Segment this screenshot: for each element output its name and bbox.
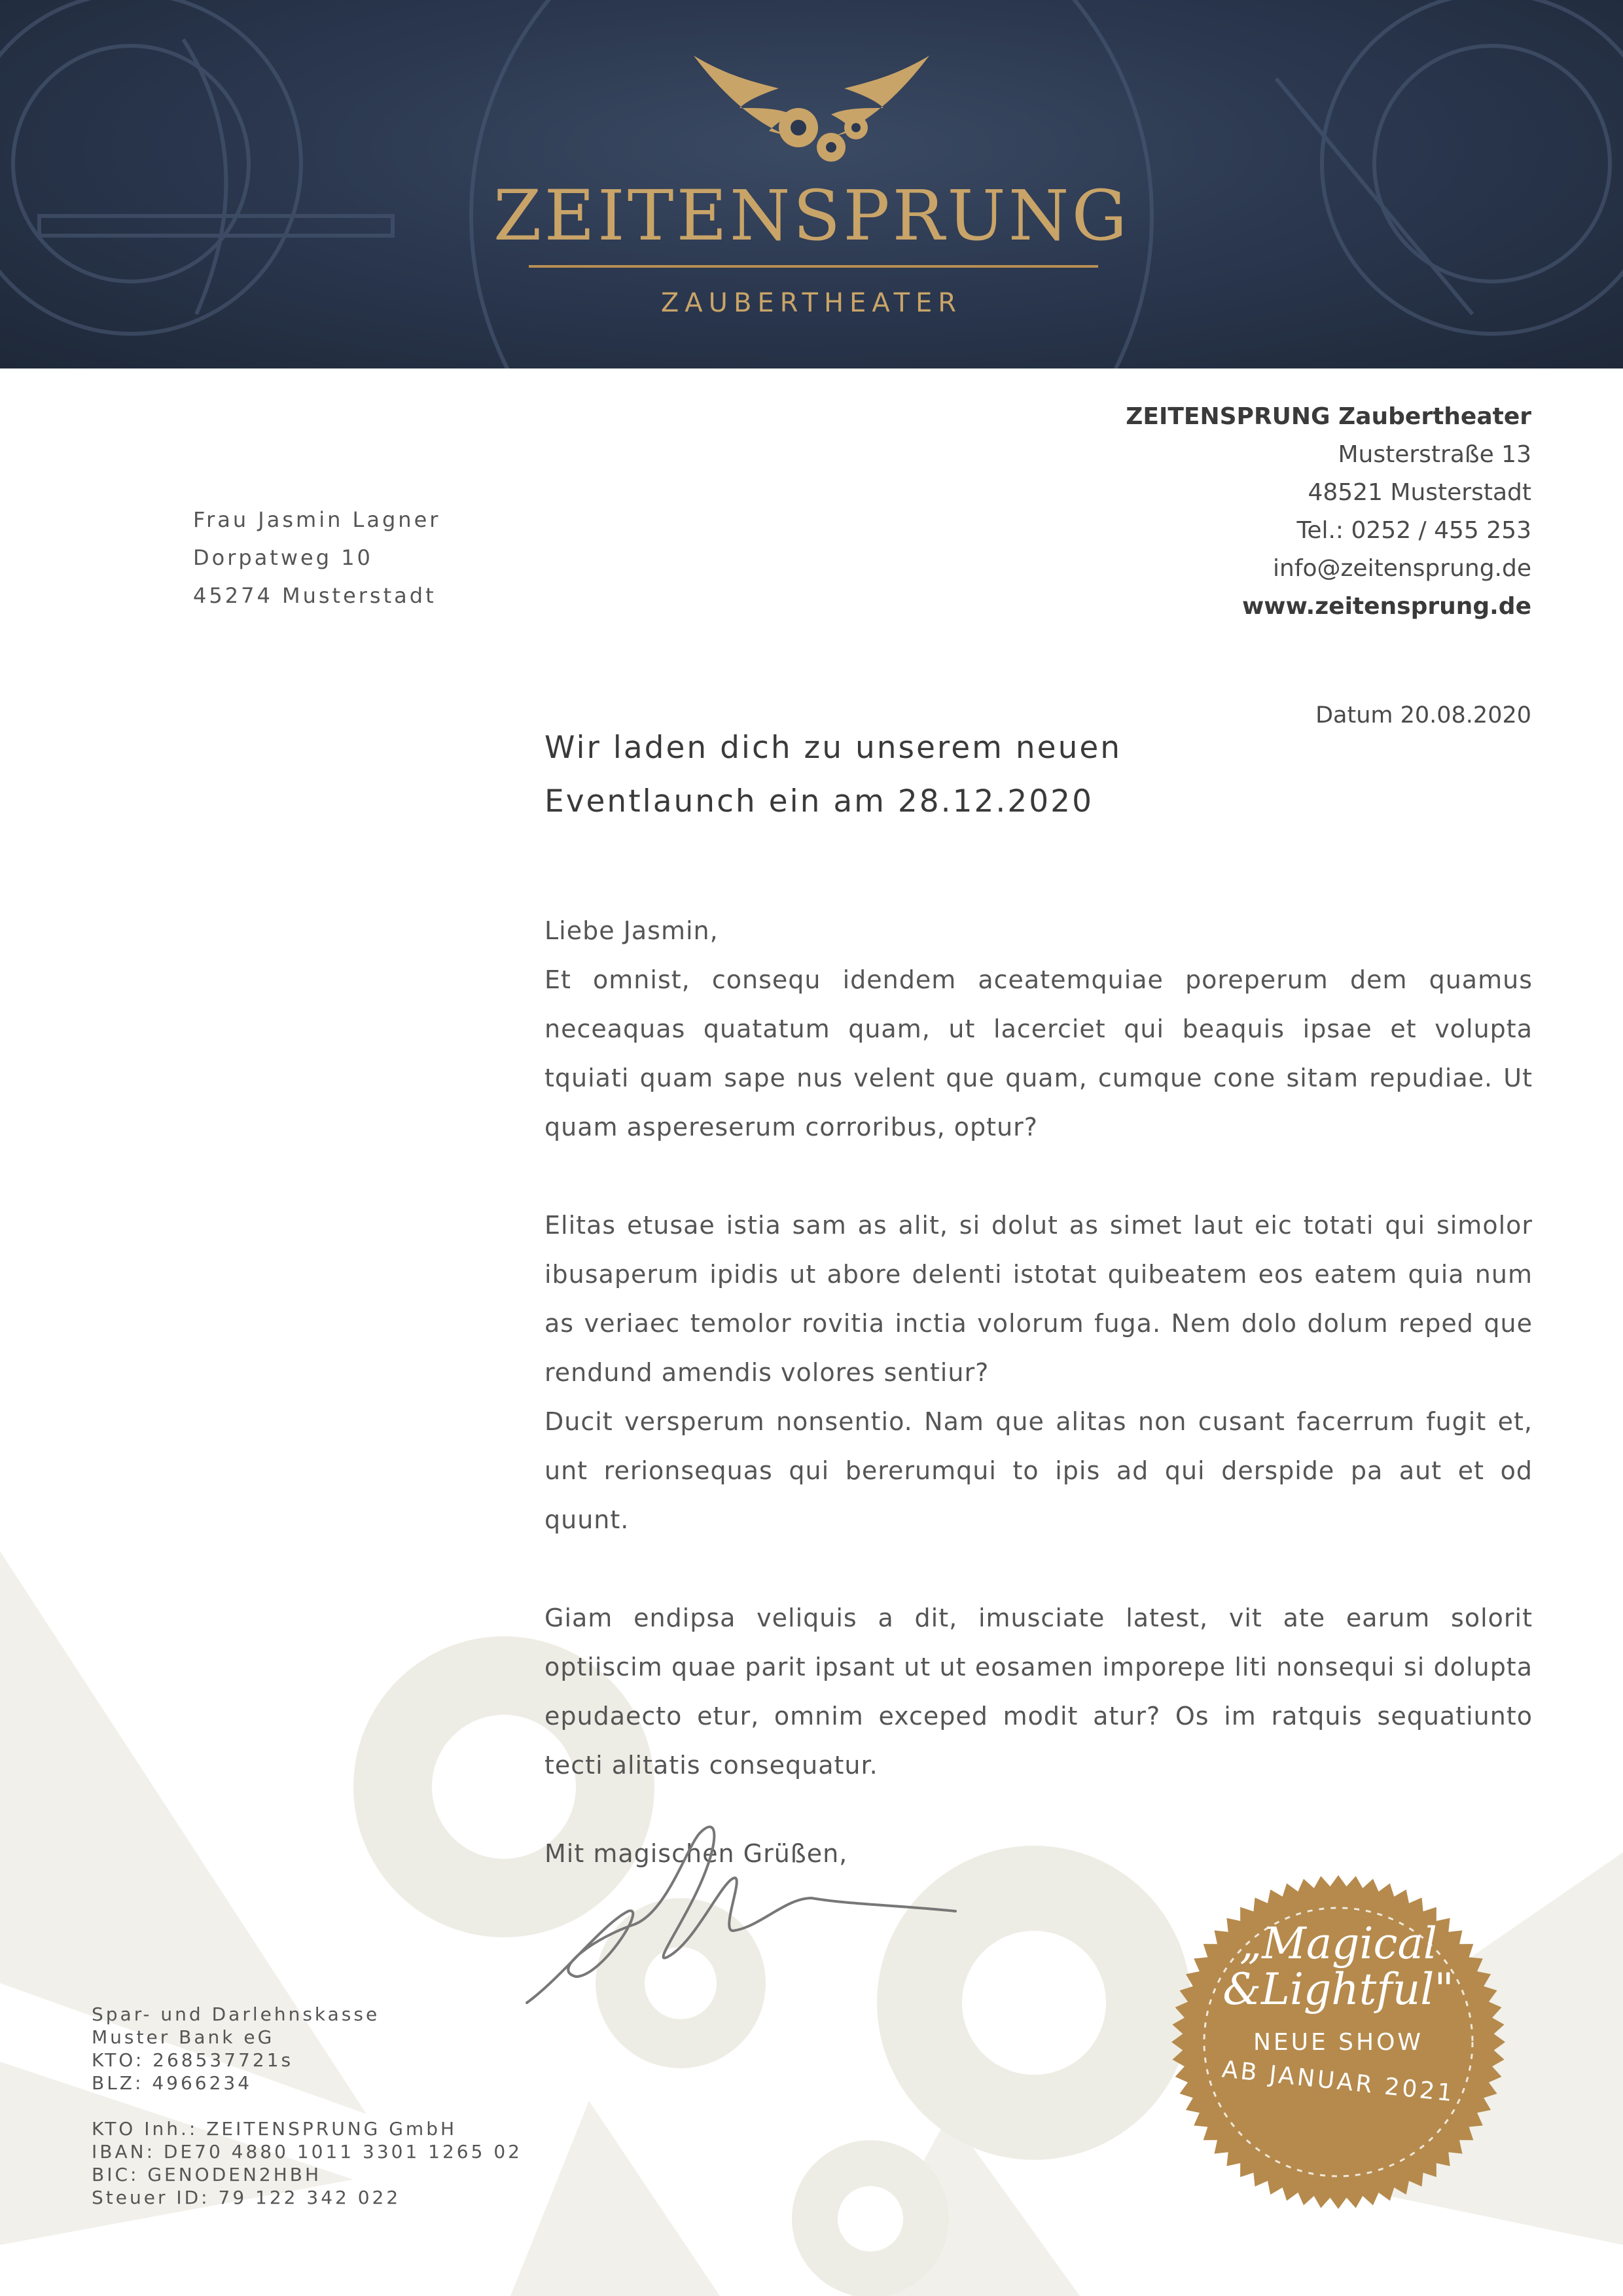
body-paragraph-1: Et omnist, consequ idendem aceatemquiae poreperum dem quamus neceaquas quatatum quam, ut lacerciet qui beaquis ipsae et volupta tquiati quam sape nus velent que quam, cumque cone sitam repudiae. Ut quam aspereserum corroribus, optur? <box>544 965 1533 1141</box>
letter-date: Datum 20.08.2020 <box>1315 702 1531 728</box>
subject-line-1: Wir laden dich zu unserem neuen <box>544 730 1122 766</box>
badge-script-line-1: „Magical <box>1240 1918 1437 1969</box>
badge-line-2: AB JANUAR 2021 <box>1221 2056 1456 2108</box>
body-paragraph-2: Elitas etusae istia sam as alit, si dolut as simet laut eic totati qui simolor ibusaperum ipidis ut abore delenti istotat quibeatem eos eatem quia num as veriaec temolor rovitia inctia volorum fuga. Nem dolo dolum reped que rendund amendis volores sentiur? <box>544 1211 1533 1387</box>
badge-script-text <box>1168 1918 1508 2015</box>
recipient-name: Frau Jasmin Lagner <box>193 507 441 532</box>
subject-line-2: Eventlaunch ein am 28.12.2020 <box>544 783 1094 819</box>
sender-address <box>1126 398 1531 626</box>
brand-divider <box>529 265 1098 268</box>
salutation: Liebe Jasmin, <box>544 916 719 945</box>
bank-line: Spar- und Darlehnskasse <box>92 2003 380 2025</box>
closing-greeting: Mit magischen Grüßen, <box>544 1839 848 1868</box>
bank-line: BIC: GENODEN2HBH <box>92 2164 322 2185</box>
sender-company: ZEITENSPRUNG Zaubertheater <box>1126 403 1531 430</box>
recipient-city: 45274 Musterstadt <box>193 583 437 608</box>
sender-street: Musterstraße 13 <box>1338 441 1531 468</box>
brand-subtitle: ZAUBERTHEATER <box>660 288 963 318</box>
recipient-street: Dorpatweg 10 <box>193 545 373 570</box>
body-paragraph-4: Giam endipsa veliquis a dit, imusciate latest, vit ate earum solorit optiiscim quae parit ipsant ut ut eosamen imporepe liti nonsequi si dolupta epudaecto etur, omnim exceped modit atur? Os im ratquis sequatiunto tecti alitatis consequatur. <box>544 1604 1533 1780</box>
winged-gears-logo-icon <box>681 49 942 173</box>
sender-phone: Tel.: 0252 / 455 253 <box>1296 517 1531 544</box>
badge-line-1: NEUE SHOW <box>1253 2029 1424 2056</box>
letter-body <box>544 906 1533 1839</box>
letter-subject <box>544 721 1264 829</box>
badge-script-line-2: &Lightful" <box>1222 1964 1454 2015</box>
handwritten-signature <box>524 1806 982 2016</box>
bank-line: Steuer ID: 79 122 342 022 <box>92 2187 401 2208</box>
body-paragraph-3: Ducit versperum nonsentio. Nam que alitas non cusant facerrum fugit et, unt rerionsequas qui bererumqui to ipis ad qui derspide pa aut et od quunt. <box>544 1407 1533 1534</box>
bank-line: IBAN: DE70 4880 1011 3301 1265 02 <box>92 2141 522 2162</box>
bank-details <box>92 2003 522 2209</box>
bank-line: Muster Bank eG <box>92 2026 275 2048</box>
recipient-address <box>193 501 440 615</box>
bank-line: KTO Inh.: ZEITENSPRUNG GmbH <box>92 2118 457 2140</box>
bank-line: KTO: 268537721s <box>92 2049 294 2071</box>
bank-line: BLZ: 4966234 <box>92 2072 253 2094</box>
sender-city: 48521 Musterstadt <box>1308 479 1531 506</box>
sender-email: info@zeitensprung.de <box>1273 555 1531 582</box>
letterhead-header <box>0 0 1623 368</box>
sender-website: www.zeitensprung.de <box>1242 593 1531 620</box>
brand-title: ZEITENSPRUNG <box>493 175 1130 256</box>
